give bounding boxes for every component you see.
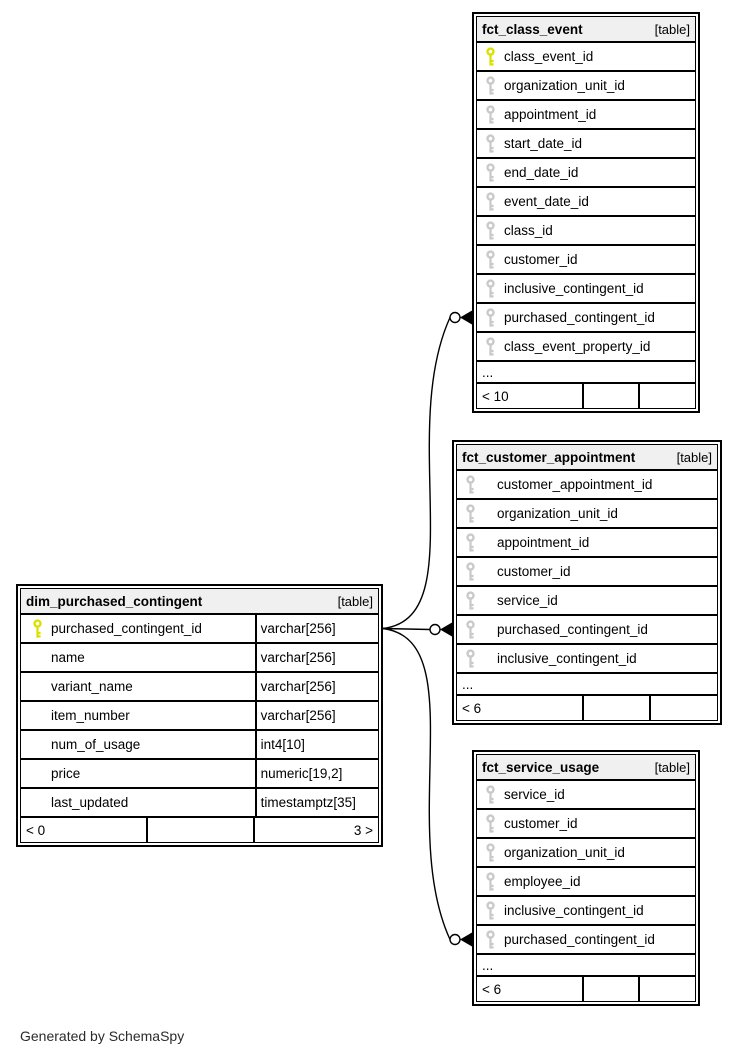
- table-footer: [476, 383, 696, 409]
- table-header[interactable]: [456, 444, 718, 470]
- foreign-key-icon: [484, 134, 496, 154]
- foreign-key-icon: [484, 105, 496, 125]
- column-row[interactable]: [20, 672, 379, 701]
- column-name: event_date_id: [504, 194, 589, 209]
- footer-cell: [649, 696, 717, 720]
- column-row[interactable]: [476, 100, 696, 129]
- foreign-key-icon: [484, 930, 496, 950]
- column-name: customer_appointment_id: [497, 477, 653, 492]
- foreign-key-icon: [484, 163, 496, 183]
- column-name: purchased_contingent_id: [504, 310, 655, 325]
- footer-children-count: < 10: [482, 388, 509, 404]
- table-type-badge: [table]: [654, 759, 690, 775]
- column-name: num_of_usage: [51, 737, 141, 752]
- column-name: item_number: [51, 708, 130, 723]
- column-name: end_date_id: [504, 165, 579, 180]
- footer-cell: [638, 384, 695, 408]
- column-row[interactable]: [456, 644, 718, 673]
- footer-cell: [146, 818, 253, 842]
- footer-cell: [582, 696, 650, 720]
- column-name: customer_id: [504, 252, 578, 267]
- column-row[interactable]: [20, 788, 379, 817]
- column-name: organization_unit_id: [497, 506, 618, 521]
- column-name: inclusive_contingent_id: [504, 903, 644, 918]
- table-header[interactable]: [476, 754, 696, 780]
- column-type: varchar[256]: [260, 621, 336, 636]
- foreign-key-icon: [484, 279, 496, 299]
- column-name: organization_unit_id: [504, 78, 625, 93]
- footer-cell: [582, 384, 639, 408]
- column-name: variant_name: [51, 679, 133, 694]
- footer-parents-count: < 0: [26, 822, 46, 838]
- table-fct-class-event: [472, 12, 700, 413]
- column-row[interactable]: [476, 42, 696, 71]
- foreign-key-icon: [484, 337, 496, 357]
- ellipsis: ...: [462, 676, 474, 692]
- column-row-purchased-contingent-id[interactable]: [476, 303, 696, 332]
- column-row-purchased-contingent-id[interactable]: [476, 925, 696, 954]
- foreign-key-icon: [464, 562, 476, 582]
- column-row[interactable]: [476, 187, 696, 216]
- ellipsis-row: [476, 361, 696, 383]
- foreign-key-icon: [464, 504, 476, 524]
- table-footer: [20, 817, 379, 843]
- primary-key-icon: [31, 619, 43, 639]
- foreign-key-icon: [484, 843, 496, 863]
- footer-children-count: 3 >: [253, 818, 378, 842]
- column-name: last_updated: [51, 795, 129, 810]
- foreign-key-icon: [484, 308, 496, 328]
- column-row[interactable]: [456, 528, 718, 557]
- edge-to-fct-class-event: [383, 318, 450, 629]
- edge-to-fct-service-usage: [383, 629, 450, 940]
- foreign-key-icon: [484, 872, 496, 892]
- table-header[interactable]: [476, 16, 696, 42]
- column-row[interactable]: [476, 245, 696, 274]
- column-row[interactable]: [476, 867, 696, 896]
- foreign-key-icon: [484, 250, 496, 270]
- column-row[interactable]: [476, 809, 696, 838]
- edge-to-fct-customer-appointment: [383, 629, 430, 630]
- footer-cell: [638, 977, 695, 1001]
- column-type: varchar[256]: [260, 650, 336, 665]
- column-type: numeric[19,2]: [260, 766, 343, 781]
- foreign-key-icon: [464, 620, 476, 640]
- zero-or-many-circle-icon: [430, 625, 440, 635]
- column-row[interactable]: [476, 780, 696, 809]
- column-name: appointment_id: [504, 107, 597, 122]
- column-row-purchased-contingent-id[interactable]: [20, 614, 379, 643]
- ellipsis: ...: [482, 957, 494, 973]
- crowfoot-icon: [460, 311, 472, 325]
- table-fct-customer-appointment: [452, 440, 722, 725]
- column-name: purchased_contingent_id: [497, 622, 648, 637]
- crowfoot-icon: [440, 623, 452, 637]
- foreign-key-icon: [484, 814, 496, 834]
- column-type: varchar[256]: [260, 679, 336, 694]
- column-row[interactable]: [476, 838, 696, 867]
- column-row[interactable]: [476, 332, 696, 361]
- foreign-key-icon: [484, 785, 496, 805]
- column-row[interactable]: [20, 701, 379, 730]
- table-name: dim_purchased_contingent: [26, 593, 203, 609]
- foreign-key-icon: [484, 76, 496, 96]
- footer-children-count: < 6: [462, 700, 482, 716]
- column-row-purchased-contingent-id[interactable]: [456, 615, 718, 644]
- column-name: purchased_contingent_id: [504, 932, 655, 947]
- column-name: start_date_id: [504, 136, 583, 151]
- column-name: inclusive_contingent_id: [497, 651, 637, 666]
- table-footer: [456, 695, 718, 721]
- column-row[interactable]: [476, 71, 696, 100]
- ellipsis-row: [456, 673, 718, 695]
- column-type: varchar[256]: [260, 708, 336, 723]
- column-row[interactable]: [456, 557, 718, 586]
- table-type-badge: [table]: [676, 449, 712, 465]
- column-name: service_id: [504, 787, 565, 802]
- column-name: purchased_contingent_id: [51, 621, 202, 636]
- column-row[interactable]: [476, 216, 696, 245]
- column-type: timestamptz[35]: [260, 795, 356, 810]
- column-name: service_id: [497, 593, 558, 608]
- zero-or-many-circle-icon: [450, 313, 460, 323]
- column-row[interactable]: [456, 470, 718, 499]
- column-row[interactable]: [456, 586, 718, 615]
- column-name: class_id: [504, 223, 553, 238]
- column-name: name: [51, 650, 85, 665]
- foreign-key-icon: [464, 533, 476, 553]
- foreign-key-icon: [464, 591, 476, 611]
- column-name: class_event_id: [504, 49, 594, 64]
- column-name: employee_id: [504, 874, 581, 889]
- column-name: organization_unit_id: [504, 845, 625, 860]
- foreign-key-icon: [464, 649, 476, 669]
- table-header[interactable]: [20, 588, 379, 614]
- column-name: inclusive_contingent_id: [504, 281, 644, 296]
- footer-cell: [582, 977, 639, 1001]
- table-type-badge: [table]: [654, 21, 690, 37]
- ellipsis-row: [476, 954, 696, 976]
- crowfoot-icon: [460, 933, 472, 947]
- foreign-key-icon: [484, 221, 496, 241]
- foreign-key-icon: [464, 475, 476, 495]
- table-type-badge: [table]: [337, 593, 373, 609]
- column-row[interactable]: [20, 759, 379, 788]
- table-name: fct_class_event: [482, 21, 583, 37]
- column-name: price: [51, 766, 81, 781]
- column-row[interactable]: [456, 499, 718, 528]
- column-name: class_event_property_id: [504, 339, 651, 354]
- foreign-key-icon: [484, 192, 496, 212]
- ellipsis: ...: [482, 364, 494, 380]
- table-fct-service-usage: [472, 750, 700, 1006]
- column-name: appointment_id: [497, 535, 590, 550]
- footer-children-count: < 6: [482, 981, 502, 997]
- table-name: fct_service_usage: [482, 759, 600, 775]
- column-type: int4[10]: [260, 737, 305, 752]
- zero-or-many-circle-icon: [450, 935, 460, 945]
- table-name: fct_customer_appointment: [462, 449, 636, 465]
- column-row[interactable]: [476, 158, 696, 187]
- table-dim-purchased-contingent: [16, 584, 383, 847]
- column-row[interactable]: [20, 643, 379, 672]
- foreign-key-icon: [484, 901, 496, 921]
- column-name: customer_id: [497, 564, 571, 579]
- column-row[interactable]: [476, 129, 696, 158]
- column-row[interactable]: [476, 896, 696, 925]
- primary-key-icon: [484, 47, 496, 67]
- generated-by-note: Generated by SchemaSpy: [20, 1028, 185, 1044]
- table-footer: [476, 976, 696, 1002]
- column-row[interactable]: [20, 730, 379, 759]
- column-row[interactable]: [476, 274, 696, 303]
- column-name: customer_id: [504, 816, 578, 831]
